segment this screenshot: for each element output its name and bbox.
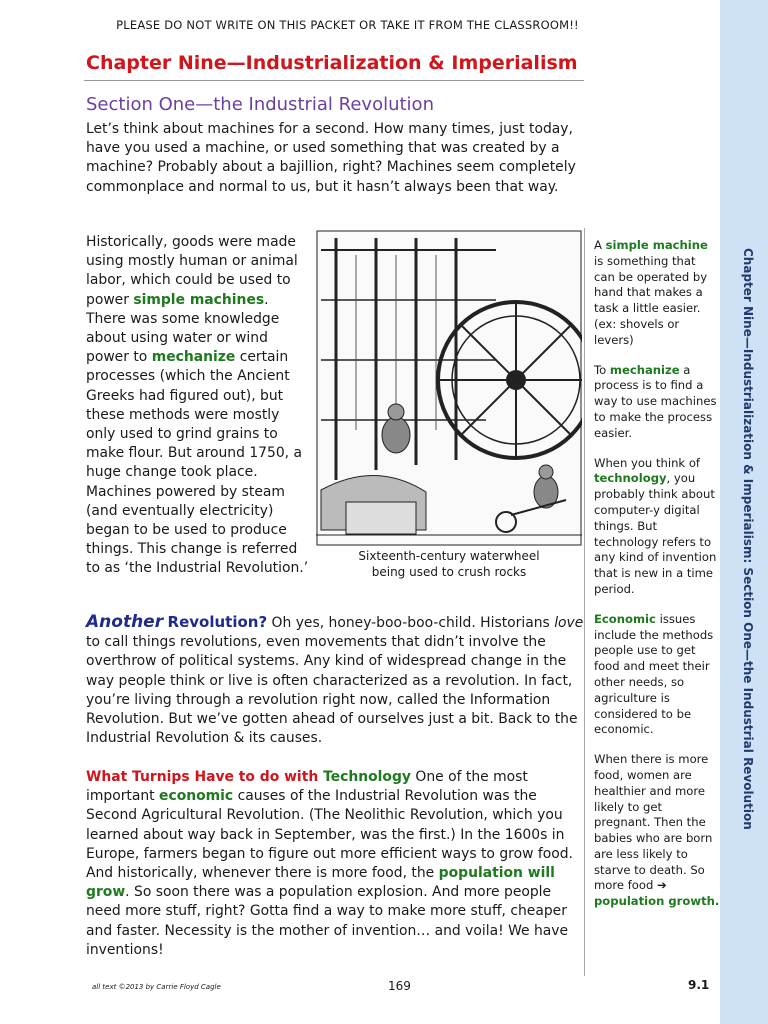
sidebar-note-economic: Economic issues include the methods people use to get food and meet their other needs, so agriculture is considered to be economic.: [594, 611, 714, 737]
section-title: Section One—the Industrial Revolution: [86, 94, 434, 115]
term-economic: economic: [159, 788, 234, 805]
footer-section-number: 9.1: [688, 978, 710, 992]
historical-paragraph: Historically, goods were made using mostly human or animal labor, which could be used to power simple machines. There was some knowledge about using water or wind power to mechanize certain processes (which the Ancient Greeks had figured out), but these methods were mostly only used to grind grains to make flour. But around 1750, a huge change took place. Machines powered by steam (and eventually electricity) began to be used to produce things. This change is referred to as ‘the Industrial Revolution.’: [86, 234, 309, 577]
classroom-notice: PLEASE DO NOT WRITE ON THIS PACKET OR TAKE IT FROM THE CLASSROOM!!: [116, 18, 579, 32]
term-simple-machines: simple machines: [133, 291, 265, 308]
sidebar-note-population: When there is more food, women are healthier and more likely to get pregnant. Then the babies who are born are less likely to starve to death. So more food ➔ population growth.: [594, 752, 720, 909]
footer-page-number: 169: [388, 979, 411, 993]
sidebar-divider: [584, 228, 585, 976]
term-population-growth: population will grow: [86, 865, 555, 901]
sidebar-note-technology: When you think of technology, you probably think about computer-y digital things. But technology refers to any kind of invention that is new in a time period.: [594, 455, 717, 596]
turnips-paragraph: What Turnips Have to do with Technology One of the most important economic causes of the Industrial Revolution was the Second Agricultural Revolution. (The Neolithic Revolution, which you learned about way back in September, was the first.) In the 1600s in Europe, farmers began to figure out more efficient ways to grow food. And historically, whenever there is more food, the population will grow. So soon there was a population explosion. And more people need more stuff, right? Gotta find a way to make more stuff, cheaper and faster. Necessity is the mother of invention… and voila! We have inventions!: [86, 769, 573, 958]
footer-copyright: all text ©2013 by Carrie Floyd Cagle: [92, 983, 221, 991]
heading-another: Another: [86, 612, 164, 632]
side-tab-label: Chapter Nine—Industrialization & Imperialism: Section One—the Industrial Revolution: [741, 248, 755, 830]
heading-revolution: Revolution?: [167, 613, 268, 631]
heading-technology: Technology: [323, 769, 411, 785]
title-divider: [84, 80, 584, 81]
figure-caption: Sixteenth-century waterwheel being used to crush rocks: [358, 549, 540, 579]
heading-turnips: What Turnips Have to do with: [86, 769, 324, 785]
sidebar-note-mechanize: To mechanize a process is to find a way to use machines to make the process easier.: [594, 362, 717, 440]
term-mechanize: mechanize: [151, 349, 236, 366]
vocabulary-sidebar: [594, 238, 720, 924]
waterwheel-woodcut-illustration: [316, 230, 582, 546]
sidebar-note-simple-machine: A simple machine is something that can be operated by hand that makes a task a little easier. (ex: shovels or levers): [594, 238, 708, 347]
intro-paragraph: Let’s think about machines for a second. How many times, just today, have you used a machine, or used something that was created by a machine? Probably about a bajillion, right? Machines seem completely commonplace and normal to us, but it hasn’t always been that way.: [86, 121, 576, 195]
chapter-title: Chapter Nine—Industrialization & Imperialism: [86, 52, 578, 74]
another-revolution-paragraph: Another Revolution? Oh yes, honey-boo-boo-child. Historians love to call things revolutions, even movements that didn’t involve the overthrow of political systems. Any kind of widespread change in the way people think or live is often characterized as a revolution. In fact, you’re living through a revolution right now, called the Information Revolution. But we’ve gotten ahead of ourselves just a bit. Back to the Industrial Revolution & its causes.: [86, 612, 584, 747]
